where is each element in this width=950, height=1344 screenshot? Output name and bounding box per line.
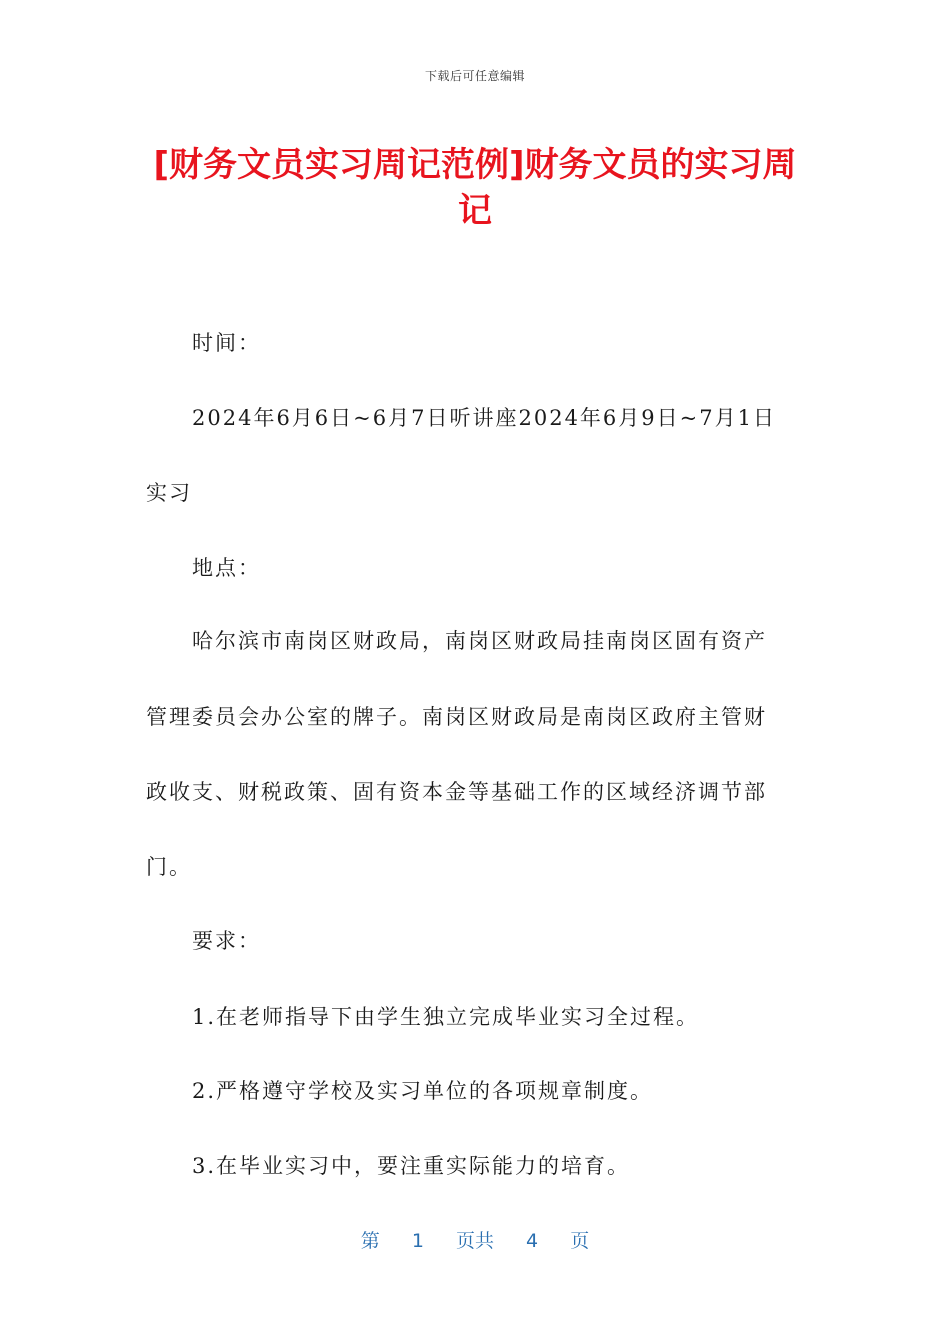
paragraph-location-line-4: 门。 xyxy=(146,855,192,879)
requirement-item-3: 3.在毕业实习中，要注重实际能力的培育。 xyxy=(192,1154,631,1178)
paragraph-location-line-3: 政收支、财税政策、固有资本金等基础工作的区域经济调节部 xyxy=(146,780,767,804)
footer-current-page: 1 xyxy=(411,1230,424,1252)
header-note: 下载后可任意编辑 xyxy=(424,69,525,83)
footer-mid: 页共 xyxy=(455,1230,494,1252)
paragraph-location-label: 地点： xyxy=(192,556,261,580)
footer-suffix: 页 xyxy=(570,1230,590,1252)
footer-prefix: 第 xyxy=(360,1230,380,1252)
footer-total-pages: 4 xyxy=(526,1230,539,1252)
paragraph-location-line-1: 哈尔滨市南岗区财政局，南岗区财政局挂南岗区固有资产 xyxy=(192,629,767,653)
paragraph-time-label: 时间： xyxy=(192,331,261,355)
paragraph-location-line-2: 管理委员会办公室的牌子。南岗区财政局是南岗区政府主管财 xyxy=(146,705,767,729)
document-title: [财务文员实习周记范例]财务文员的实习周记 xyxy=(153,145,797,231)
paragraph-time-value: 2024年6月6日~6月7日听讲座2024年6月9日~7月1日 xyxy=(192,406,776,430)
requirement-item-2: 2.严格遵守学校及实习单位的各项规章制度。 xyxy=(192,1079,654,1103)
requirement-item-1: 1.在老师指导下由学生独立完成毕业实习全过程。 xyxy=(192,1005,700,1029)
paragraph-time-value-cont: 实习 xyxy=(146,481,192,505)
page-footer xyxy=(0,1226,950,1253)
paragraph-requirements-label: 要求： xyxy=(192,929,261,953)
